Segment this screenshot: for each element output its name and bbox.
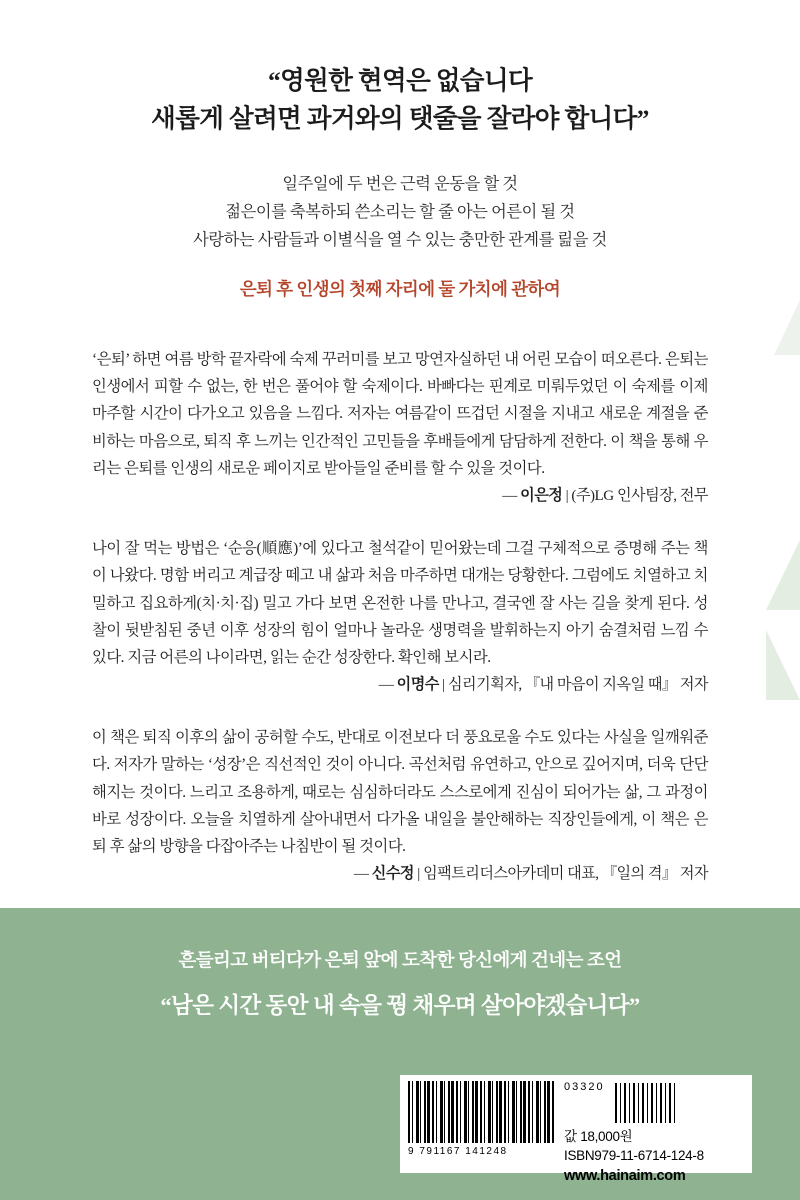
- banner-text: [0, 908, 800, 1020]
- blurb-text: 이 책은 퇴직 이후의 삶이 공허할 수도, 반대로 이전보다 더 풍요로울 수도 있다는 사실을 일깨워준다. 저자가 말하는 ‘성장’은 직선적인 것이 아니다. 곡선처럼 유연하고, 안으로 깊어지며, 더욱 단단해지는 것이다. 느리고 조용하게, 때로는 심심하더라도 스스로에게 진심이 되어가는 삶, 그 과정이 바로 성장이다. 오늘을 치열하게 살아내면서 다가올 내일을 불안해하는 직장인들에게, 이 책은 은퇴 후 삶의 방향을 다잡아주는 나침반이 될 것이다.: [92, 729, 708, 856]
- attrib-dash: —: [502, 488, 521, 505]
- decorative-wedge-top: [774, 300, 800, 355]
- addon-barcode: [564, 1081, 752, 1123]
- bullet-item: 사랑하는 사람들과 이별식을 열 수 있는 충만한 관계를 릺을 것: [193, 231, 607, 250]
- blurb-item: [92, 346, 708, 505]
- blurb-attribution: [92, 862, 708, 883]
- barcode-info: [560, 1075, 752, 1184]
- attrib-rest: | (주)LG 인사팀장, 전무: [562, 488, 708, 505]
- bullet-item: 젊은이를 축복하되 쓴소리는 할 줄 아는 어른이 될 것: [225, 203, 575, 222]
- banner-line-2: “남은 시간 동안 내 속을 꿩 채우며 살아야겠습니다”: [160, 993, 640, 1018]
- attrib-name: 신수정: [371, 866, 414, 883]
- barcode-area: [400, 1075, 752, 1184]
- banner-line-1: 흔들리고 버티다가 은퇴 앞에 도착한 당신에게 건네는 조언: [178, 950, 622, 970]
- blurb-attribution: [92, 673, 708, 694]
- headline: [0, 62, 800, 137]
- addon-number: 03320: [564, 1081, 605, 1093]
- decorative-wedge-lower: [766, 630, 800, 700]
- attrib-dash: —: [378, 677, 397, 694]
- blurb-item: [92, 535, 708, 694]
- attrib-rest: | 심리기획자, 『내 마음이 지옥일 때』 저자: [438, 677, 708, 694]
- blurb-item: [92, 724, 708, 883]
- publisher-website[interactable]: www.hainaim.com: [564, 1168, 686, 1184]
- subtitle: 은퇴 후 인생의 첫째 자리에 둘 가치에 관하여: [239, 279, 561, 300]
- blurb-list: [92, 346, 708, 883]
- attrib-name: 이명수: [396, 677, 439, 694]
- bullet-item: 일주일에 두 번은 근력 운동을 할 것: [282, 175, 518, 194]
- blurb-text: 나이 잘 먹는 방법은 ‘순응(順應)’에 있다고 철석같이 믿어왔는데 그걸 구체적으로 증명해 주는 책이 나왔다. 명함 버리고 계급장 떼고 내 삶과 처음 마주하면 대개는 당황한다. 그럼에도 치열하고 치밀하고 집요하게(치·치·집) 밀고 가다 보면 온전한 나를 만나고, 결국엔 잘 사는 길을 찾게 된다. 성찰이 뒷받침된 중년 이후 성장의 힘이 얼마나 놀라운 생명력을 발휘하는지 아기 숨결처럼 느낌 수 있다. 지금 어른의 나이라면, 읽는 순간 성장한다. 확인해 보시라.: [92, 540, 709, 667]
- blurb-text: ‘은퇴’ 하면 여름 방학 끝자락에 숙제 꾸러미를 보고 망연자실하던 내 어린 모습이 떠오른다. 은퇴는 인생에서 피할 수 없는, 한 번은 풀어야 할 숙제이다. 바빠다는 핀계로 미뤄두었던 이 숙제를 이제 마주할 시간이 다가오고 있음을 느낌다. 저자는 여름같이 뜨겁던 시절을 지내고 새로운 계절을 준비하는 마음으로, 퇴직 후 느끼는 인간적인 고민들을 후배들에게 담담하게 전한다. 이 책을 통해 우리는 은퇴를 인생의 새로운 페이지로 받아들일 준비를 할 수 있을 것이다.: [92, 351, 708, 477]
- isbn-label: ISBN979-11-6714-124-8: [564, 1148, 704, 1163]
- attrib-rest: | 임팩트리더스아카데미 대표, 『일의 격』 저자: [414, 866, 708, 883]
- headline-line-2: 새롭게 살려면 과거와의 탯줄을 잘라야 합니다”: [151, 103, 649, 133]
- blurb-attribution: [92, 484, 708, 505]
- top-quote-block: [0, 0, 800, 300]
- decorative-wedge-upper: [766, 540, 800, 610]
- barcode-bars-icon: [408, 1081, 556, 1143]
- ean-barcode: [400, 1075, 560, 1173]
- bullet-list: [0, 171, 800, 255]
- addon-bars-icon: [615, 1083, 675, 1123]
- ean-number: 9 791167 141248: [408, 1146, 508, 1157]
- attrib-name: 이은정: [520, 488, 563, 505]
- price-label: 값 18,000원: [564, 1129, 633, 1144]
- headline-line-1: “영원한 현역은 없습니다: [267, 66, 533, 95]
- attrib-dash: —: [353, 866, 372, 883]
